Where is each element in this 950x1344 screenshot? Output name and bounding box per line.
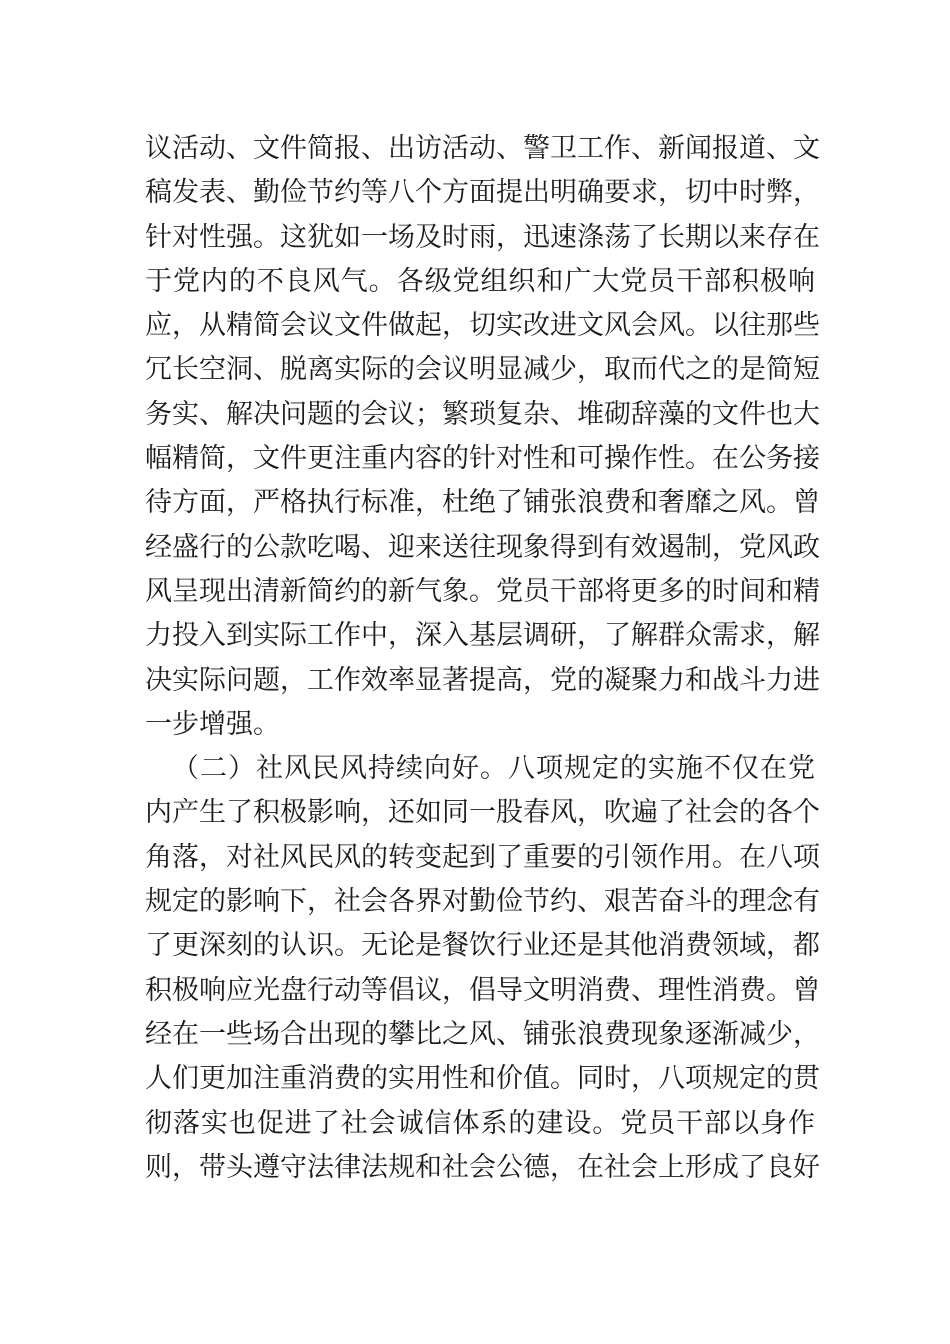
paragraph-2-line: 规定的影响下，社会各界对勤俭节约、艰苦奋斗的理念有 [145, 886, 820, 918]
body-text [145, 127, 820, 1190]
paragraph-2-line: 角落，对社风民风的转变起到了重要的引领作用。在八项 [145, 841, 820, 873]
paragraph-1-line: 经盛行的公款吃喝、迎来送往现象得到有效遏制，党风政 [145, 531, 820, 563]
paragraph-1-line: 幅精简，文件更注重内容的针对性和可操作性。在公务接 [145, 443, 820, 475]
paragraph-1-line: 议活动、文件简报、出访活动、警卫工作、新闻报道、文 [145, 133, 820, 164]
paragraph-2-line: 人们更加注重消费的实用性和价值。同时，八项规定的贯 [145, 1063, 820, 1095]
paragraph-1-line: 待方面，严格执行标准，杜绝了铺张浪费和奢靡之风。曾 [145, 487, 820, 519]
paragraph-1-line: 一步增强。 [145, 708, 280, 740]
paragraph-1-line: 稿发表、勤俭节约等八个方面提出明确要求，切中时弊， [145, 177, 820, 209]
paragraph-2-line: 积极响应光盘行动等倡议，倡导文明消费、理性消费。曾 [145, 974, 820, 1006]
paragraph-1-line: 力投入到实际工作中，深入基层调研，了解群众需求，解 [145, 620, 820, 652]
paragraph-1-line: 于党内的不良风气。各级党组织和广大党员干部积极响 [145, 265, 815, 297]
paragraph-2-line: 了更深刻的认识。无论是餐饮行业还是其他消费领域，都 [145, 930, 820, 962]
paragraph-2-line: 内产生了积极影响，还如同一股春风，吹遍了社会的各个 [145, 797, 820, 829]
paragraph-2-line: 彻落实也促进了社会诚信体系的建设。党员干部以身作 [145, 1107, 815, 1139]
paragraph-1-line: 应，从精简会议文件做起，切实改进文风会风。以往那些 [145, 310, 820, 342]
paragraph-1-line: 务实、解决问题的会议；繁琐复杂、堆砌辞藻的文件也大 [145, 398, 820, 430]
paragraph-1-line: 决实际问题，工作效率显著提高，党的凝聚力和战斗力进 [145, 664, 820, 696]
paragraph-1-line: 冗长空洞、脱离实际的会议明显减少，取而代之的是简短 [145, 354, 820, 386]
paragraph-2-line: （二）社风民风持续向好。八项规定的实施不仅在党 [172, 753, 815, 785]
paragraph-1-line: 风呈现出清新简约的新气象。党员干部将更多的时间和精 [145, 575, 820, 607]
paragraph-2-line: 经在一些场合出现的攀比之风、铺张浪费现象逐渐减少， [145, 1018, 820, 1050]
paragraph-1-line: 针对性强。这犹如一场及时雨，迅速涤荡了长期以来存在 [145, 221, 820, 253]
paragraph-2-line: 则，带头遵守法律法规和社会公德，在社会上形成了良好 [145, 1151, 820, 1183]
